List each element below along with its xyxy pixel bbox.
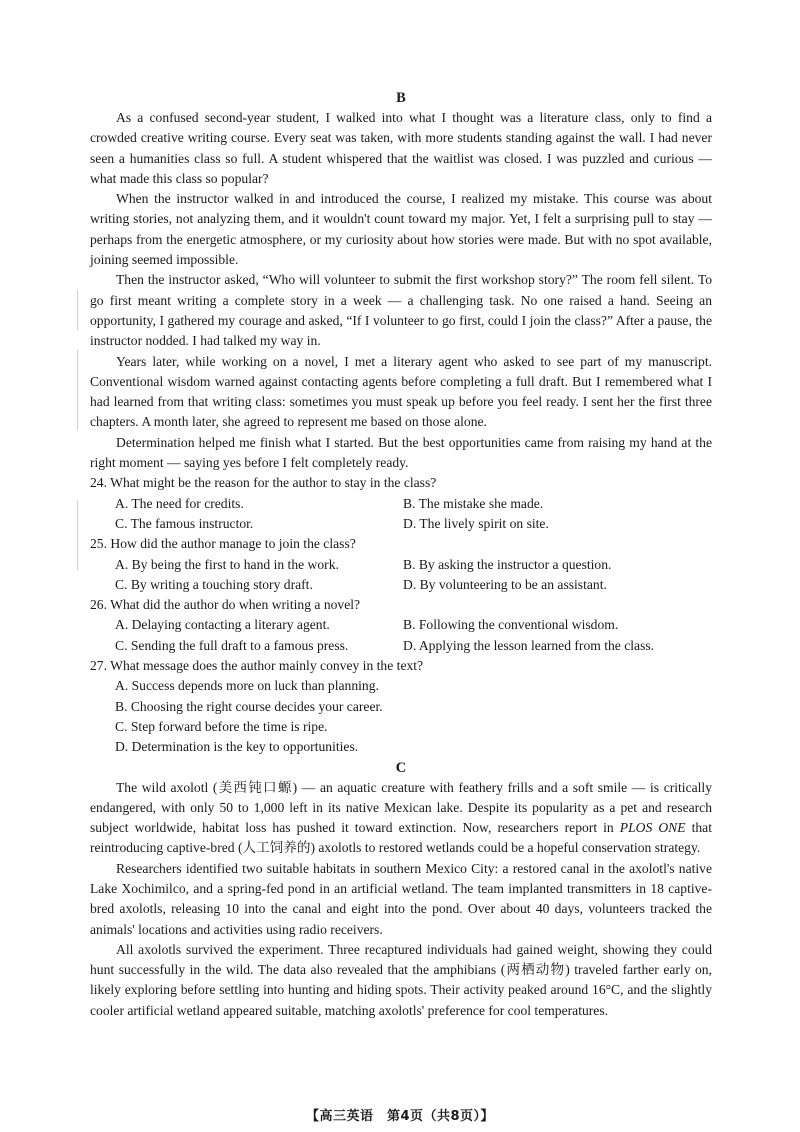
page-content (90, 88, 712, 1021)
question-27 (90, 656, 712, 757)
scan-artifact (77, 500, 78, 570)
passage-c-paragraph-3: All axolotls survived the experiment. Three recaptured individuals had gained weight, showing they could hunt successfully in the wild. The data also revealed that the amphibians (两栖动物) traveled farther early on, likely exploring before settling into hunting and hiding spots. Their activity peaked around 16°C, and the slightly cooler artificial wetland appeared suitable, matching axolotls' preference for cool temperatures. (90, 941, 712, 1018)
question-text: 24. What might be the reason for the author to stay in the class? (90, 475, 437, 491)
question-24 (90, 473, 712, 534)
option-a: A. Success depends more on luck than planning. (115, 678, 379, 694)
option-b: B. Following the conventional wisdom. (403, 617, 619, 633)
passage-c-paragraph-1 (90, 778, 712, 859)
option-d: D. The lively spirit on site. (403, 515, 549, 531)
passage-b-paragraph-5: Determination helped me finish what I started. But the best opportunities came from raising my hand at the right moment — saying yes before I felt completely ready. (90, 434, 712, 471)
option-b: B. The mistake she made. (403, 495, 544, 511)
option-c: C. By writing a touching story draft. (115, 576, 313, 592)
paragraph-text: The wild axolotl (美西钝口螈) — an aquatic creature with feathery frills and a soft smile — is critically endangered, with only 50 to 1,000 left in its native Mexican lake. Despite its popularity as a pet and research subject worldwide, habitat loss has pushed it toward extinction. Now, researchers report in (90, 779, 712, 836)
question-text: 25. How did the author manage to join the class? (90, 536, 356, 552)
answer-options (115, 555, 712, 596)
option-a: A. The need for credits. (115, 495, 244, 511)
section-c-label: C (395, 759, 407, 776)
question-25 (90, 534, 712, 595)
question-text: 26. What did the author do when writing a novel? (90, 597, 361, 613)
answer-options (115, 676, 712, 757)
option-b: B. Choosing the right course decides your career. (115, 698, 383, 714)
option-a: A. Delaying contacting a literary agent. (115, 617, 330, 633)
option-d: D. By volunteering to be an assistant. (403, 576, 607, 592)
passage-b-paragraph-2: When the instructor walked in and introduced the course, I realized my mistake. This course was about writing stories, not analyzing them, and it wouldn't count toward my major. Yet, I felt a surprising pull to stay — perhaps from the energetic atmosphere, or my curiosity about how stories were made. But with no spot available, joining seemed impossible. (90, 191, 712, 268)
question-26 (90, 595, 712, 656)
option-d: D. Applying the lesson learned from the class. (403, 637, 655, 653)
answer-options (115, 615, 712, 656)
section-b-label: B (396, 90, 406, 106)
option-a: A. By being the first to hand in the work. (115, 556, 339, 572)
journal-name: PLOS ONE (619, 820, 686, 836)
passage-b-paragraph-4: Years later, while working on a novel, I met a literary agent who asked to see part of my manuscript. Conventional wisdom warned against contacting agents before completing a full draft. But I remembered what I had learned from that writing class: sometimes you must speak up before you feel ready. I sent her the first three chapters. A month later, she agreed to represent me based on those alone. (90, 353, 712, 430)
page-footer: 【高三英语 第4页（共8页）】 (305, 1109, 495, 1124)
option-c: C. Step forward before the time is ripe. (115, 718, 328, 734)
paragraph-text: that reintroducing captive-bred (人工饲养的) axolotls to restored wetlands could be a hopeful conservation strategy. (90, 820, 712, 856)
option-c: C. Sending the full draft to a famous press. (115, 637, 349, 653)
passage-b-paragraph-1: As a confused second-year student, I walked into what I thought was a literature class, only to find a crowded creative writing course. Every seat was taken, with more students standing against the wall. I had never seen a humanities class so full. A student whispered that the waitlist was closed. I was puzzled and curious — what made this class so popular? (90, 110, 712, 186)
passage-c-paragraph-2: Researchers identified two suitable habitats in southern Mexico City: a restored canal in the axolotl's native Lake Xochimilco, and a spring-fed pond in an artificial wetland. The team implanted transmitters in 18 captive-bred axolotls, releasing 10 into the canal and eight into the pond. Over about 40 days, volunteers tracked the animals' locations and activities using radio receivers. (90, 860, 712, 937)
question-text: 27. What message does the author mainly convey in the text? (90, 658, 424, 674)
scan-artifact (77, 350, 78, 430)
scan-artifact (77, 290, 78, 330)
option-c: C. The famous instructor. (115, 515, 254, 531)
answer-options (115, 494, 712, 535)
option-b: B. By asking the instructor a question. (403, 556, 612, 572)
option-d: D. Determination is the key to opportunities. (115, 739, 359, 755)
passage-b-paragraph-3: Then the instructor asked, “Who will volunteer to submit the first workshop story?” The room fell silent. To go first meant writing a complete story in a week — a challenging task. No one raised a hand. Seeing an opportunity, I gathered my courage and asked, “If I volunteer to go first, could I join the class?” After a pause, the instructor nodded. I had talked my way in. (90, 272, 712, 349)
